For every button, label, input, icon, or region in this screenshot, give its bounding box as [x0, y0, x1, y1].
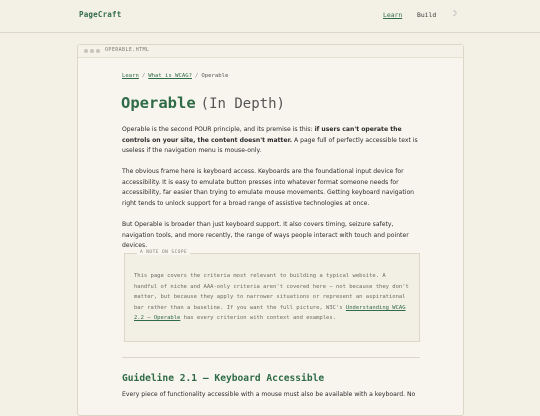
window-titlebar: [78, 45, 463, 58]
section-divider: [122, 357, 420, 358]
intro-paragraph: [122, 125, 422, 157]
keyboard-paragraph: The obvious frame here is keyboard access. Keyboards are the foundational input device for accessibility. It is easy to emulate button presses into whatever format someone needs for accessibility, far easier than trying to emulate mouse movements. Getting keyboard navigation right tends to unlock support for a broad range of assistive technologies at once.: [122, 168, 415, 207]
scope-note-text-end: has every criterion with context and examples.: [180, 315, 336, 322]
top-navbar: [0, 0, 540, 33]
nav-link-build[interactable]: Build: [417, 11, 437, 19]
breadcrumb-learn[interactable]: Learn: [122, 73, 139, 79]
breadcrumb-separator: /: [195, 73, 199, 79]
intro-emphasis: if users can't operate the controls on your site, the content doesn't matter.: [122, 126, 402, 144]
breadcrumb-separator: /: [141, 73, 146, 79]
brand-logo[interactable]: PageCraft: [79, 10, 122, 19]
understanding-wcag-link[interactable]: Understanding WCAG 2.2 — Operable: [134, 304, 406, 322]
scope-note: [124, 250, 420, 342]
intro-text: Operable is the second POUR principle, and its premise is this:: [122, 126, 315, 133]
breadcrumb: [122, 73, 228, 79]
breadcrumb-current: Operable: [201, 73, 229, 79]
window-dot-icon: [96, 49, 100, 53]
page-title: [121, 94, 285, 112]
page-title-subtitle: (In Depth): [200, 96, 285, 112]
scope-note-text: This page covers the criteria most relevant to building a typical website. A handful of niche and AAA-only criteria aren't covered here — not because they don't matter, but because they apply to narrower situations or represent an aspirational bar rather than a baseline. If you want the full picture, W3C's: [134, 273, 409, 311]
guideline-intro: Every piece of functionality accessible with a mouse must also be available with a keyboard. No: [122, 391, 416, 398]
guideline-heading: Guideline 2.1 — Keyboard Accessible: [122, 373, 325, 384]
nav-link-learn[interactable]: Learn: [383, 11, 403, 19]
scope-note-body: [134, 271, 412, 324]
moon-icon[interactable]: ☽: [450, 9, 458, 18]
intro-text-end: A page full of perfectly accessible text is useless if the navigation menu is mouse-only.: [122, 136, 418, 154]
window-dot-icon: [84, 49, 88, 53]
scope-note-label: A NOTE ON SCOPE: [137, 250, 190, 255]
window-dot-icon: [90, 49, 94, 53]
breadcrumb-what-is-wcag[interactable]: What is WCAG?: [148, 73, 192, 79]
document-window: [77, 44, 464, 416]
window-title: OPERABLE.HTML: [105, 47, 150, 53]
broader-paragraph: But Operable is broader than just keyboard support. It also covers timing, seizure safety, navigation tools, and more recently, the range of ways people interact with touch and pointer devices.: [122, 221, 409, 249]
page-title-main: Operable: [121, 94, 196, 112]
